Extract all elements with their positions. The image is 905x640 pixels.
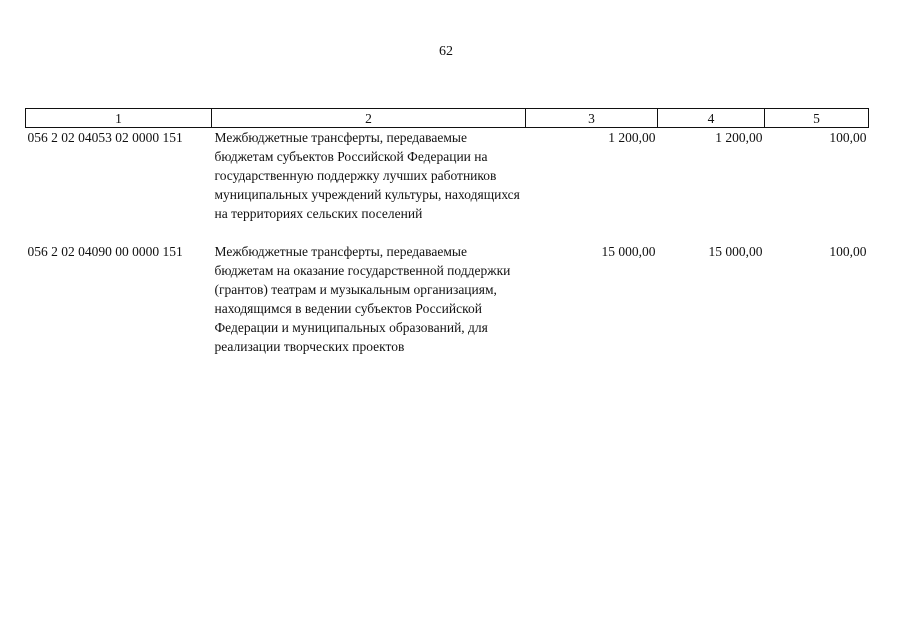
budget-code-cell: 056 2 02 04053 02 0000 151: [27, 130, 183, 145]
description-cell: Межбюджетные трансферты, передаваемые бюджетам на оказание государственной поддержки (грантов) театрам и музыкальным организациям, находящимся в ведении субъектов Российской Федерации и муниципальных образований, для реализации творческих проектов: [214, 244, 511, 354]
page-number: 62: [439, 44, 453, 59]
amount-cell-col4: 1 200,00: [715, 130, 763, 145]
amount-cell-col4: 15 000,00: [708, 244, 763, 259]
budget-table: [25, 108, 869, 356]
column-header-3: 3: [526, 109, 658, 128]
column-header-5: 5: [765, 109, 869, 128]
percent-cell-col5: 100,00: [829, 130, 867, 145]
amount-cell-col3: 1 200,00: [608, 130, 656, 145]
description-cell: Межбюджетные трансферты, передаваемые бюджетам субъектов Российской Федерации на государственную поддержку лучших работников муниципальных учреждений культуры, находящихся на территориях сельских поселений: [214, 130, 520, 221]
row-spacer: [26, 223, 869, 242]
table-row: [26, 242, 869, 356]
column-header-4: 4: [658, 109, 765, 128]
column-header-1: 1: [26, 109, 212, 128]
percent-cell-col5: 100,00: [829, 244, 867, 259]
table-header-row: [26, 109, 869, 128]
column-header-2: 2: [212, 109, 526, 128]
amount-cell-col3: 15 000,00: [601, 244, 656, 259]
table-row: [26, 128, 869, 224]
budget-code-cell: 056 2 02 04090 00 0000 151: [27, 244, 183, 259]
